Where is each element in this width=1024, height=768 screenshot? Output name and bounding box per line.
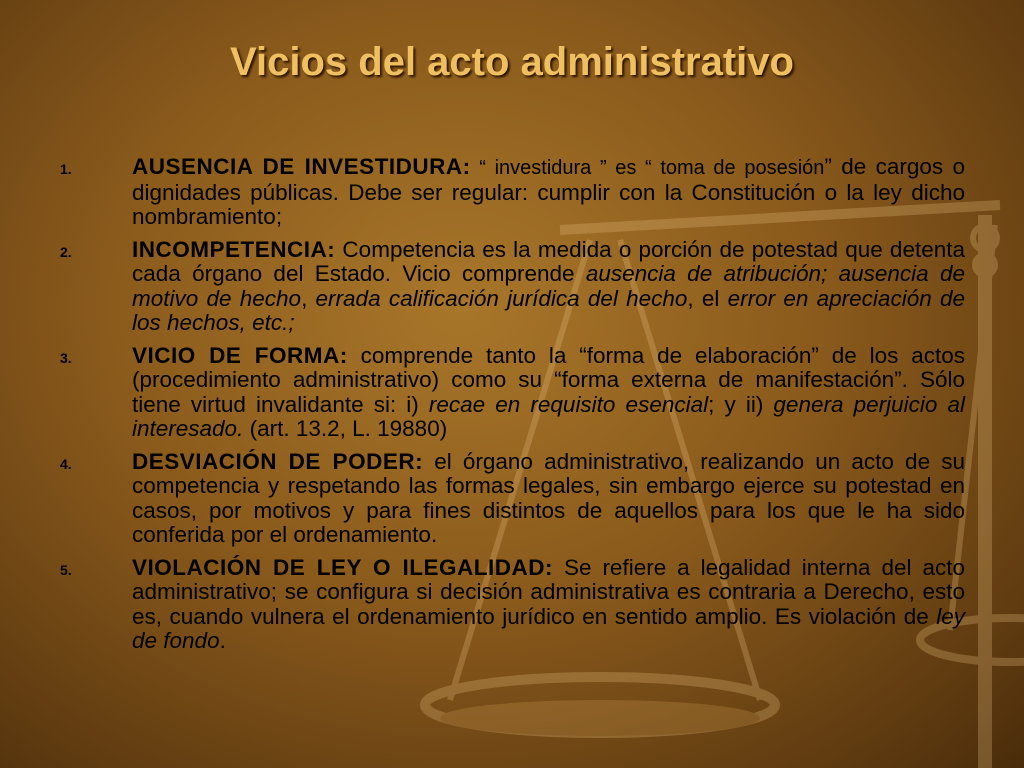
- list-item: [60, 238, 965, 336]
- item-heading: VIOLACIÓN DE LEY O ILEGALIDAD:: [132, 554, 553, 580]
- vices-list: [60, 155, 965, 662]
- item-text: AUSENCIA DE INVESTIDURA: “ investidura ” es “ toma de posesión” de cargos o dignidades públicas. Debe ser regular: cumplir con la Constitución o la ley dicho nombramiento;: [132, 154, 965, 229]
- list-item: [60, 556, 965, 654]
- slide-title: Vicios del acto administrativo: [230, 40, 794, 84]
- list-item: [60, 344, 965, 442]
- item-number: 5.: [60, 561, 72, 578]
- item-number: 2.: [60, 243, 72, 260]
- item-text: DESVIACIÓN DE PODER: el órgano administrativo, realizando un acto de su competencia y respetando las formas legales, sin embargo ejerce su potestad en casos, por motivos y para fines distintos de aquellos para los que le ha sido conferida por el ordenamiento.: [132, 448, 965, 547]
- item-heading: DESVIACIÓN DE PODER:: [132, 448, 424, 474]
- item-heading: INCOMPETENCIA:: [132, 236, 336, 262]
- item-text: INCOMPETENCIA: Competencia es la medida o porción de potestad que detenta cada órgano del Estado. Vicio comprende ausencia de atribución; ausencia de motivo de hecho, errada calificación jurídica del hecho, el error en apreciación de los hechos, etc.;: [132, 236, 965, 335]
- list-item: [60, 450, 965, 548]
- item-heading: VICIO DE FORMA:: [132, 342, 348, 368]
- item-number: 1.: [60, 161, 72, 177]
- item-text: VICIO DE FORMA: comprende tanto la “forma de elaboración” de los actos (procedimiento administrativo) como su “forma externa de manifestación”. Sólo tiene virtud invalidante si: i) recae en requisito esencial; y ii) genera perjuicio al interesado. (art. 13.2, L. 19880): [132, 342, 965, 441]
- list-item: [60, 155, 965, 230]
- item-text: VIOLACIÓN DE LEY O ILEGALIDAD: Se refiere a legalidad interna del acto administrativo; se configura si decisión administrativa es contraria a Derecho, esto es, cuando vulnera el ordenamiento jurídico en sentido amplio. Es violación de ley de fondo.: [132, 554, 966, 653]
- item-number: 4.: [60, 455, 72, 472]
- item-heading: AUSENCIA DE INVESTIDURA:: [132, 154, 471, 179]
- item-number: 3.: [60, 349, 72, 366]
